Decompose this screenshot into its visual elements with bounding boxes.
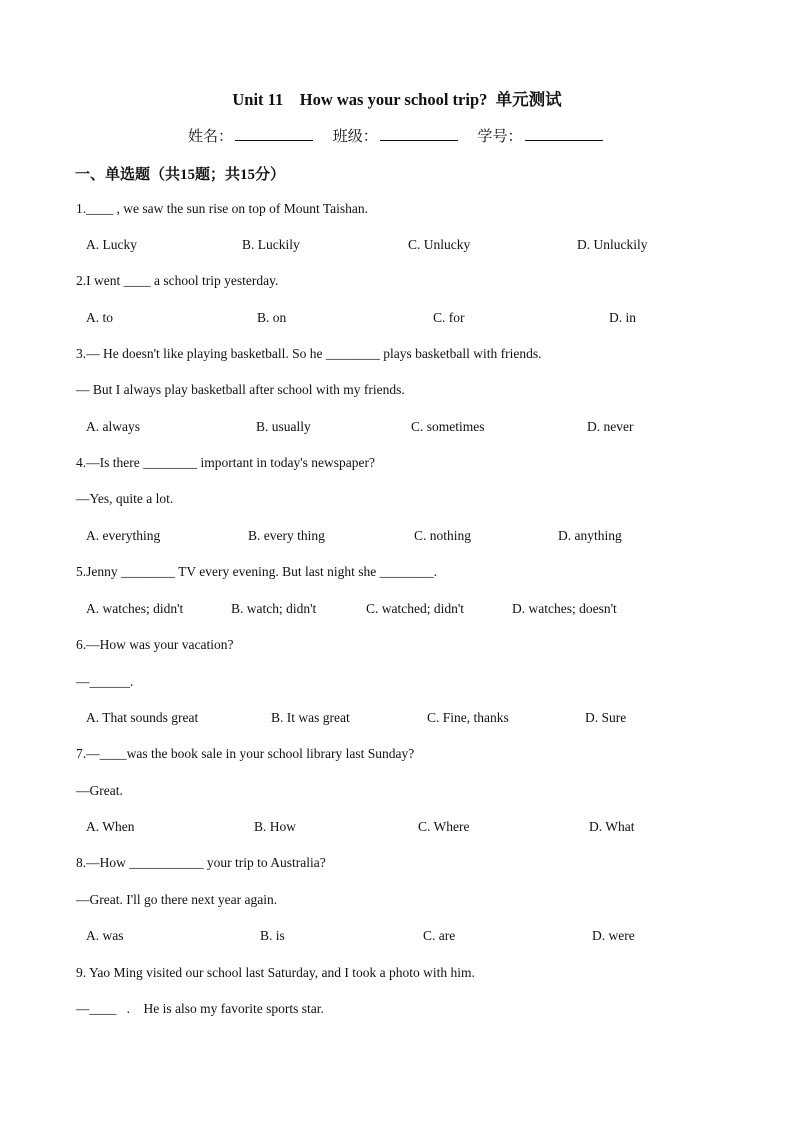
student-info-line	[188, 125, 607, 146]
question-2-options	[86, 310, 726, 330]
name-blank	[235, 139, 313, 141]
question-3-option-d: D. never	[587, 419, 634, 434]
question-7-reply: —Great.	[76, 783, 123, 798]
section-heading: 一、单选题（共15题；共15分）	[75, 167, 286, 183]
question-7-option-a: A. When	[86, 819, 135, 834]
question-1-option-a: A. Lucky	[86, 237, 137, 252]
question-2-option-a: A. to	[86, 310, 113, 325]
question-1-option-b: B. Luckily	[242, 237, 300, 252]
class-label: 班级：	[332, 129, 378, 145]
question-3-option-a: A. always	[86, 419, 140, 434]
question-6-option-c: C. Fine, thanks	[427, 710, 509, 725]
question-6-stem: 6.—How was your vacation?	[76, 637, 234, 652]
question-6-options	[86, 710, 726, 730]
question-8-reply: —Great. I'll go there next year again.	[76, 892, 278, 907]
question-7-option-c: C. Where	[418, 819, 470, 834]
question-5-options	[86, 601, 726, 621]
question-2-stem: 2.I went ____ a school trip yesterday.	[76, 273, 279, 288]
question-9-reply: —____ . He is also my favorite sports star.	[76, 1001, 324, 1016]
question-4-reply: —Yes, quite a lot.	[76, 491, 174, 506]
question-7-option-d: D. What	[589, 819, 635, 834]
question-8-stem: 8.—How ___________ your trip to Australia?	[76, 855, 326, 870]
question-5-option-c: C. watched; didn't	[366, 601, 465, 616]
question-8-options	[86, 928, 726, 948]
question-8-option-b: B. is	[260, 928, 285, 943]
question-7-options	[86, 819, 726, 839]
number-label: 学号：	[477, 129, 523, 145]
question-3-option-b: B. usually	[256, 419, 311, 434]
question-4-option-d: D. anything	[558, 528, 622, 543]
question-5-stem: 5.Jenny ________ TV every evening. But last night she ________.	[76, 564, 437, 579]
question-6-option-b: B. It was great	[271, 710, 350, 725]
question-1-options	[86, 237, 726, 257]
question-2-option-c: C. for	[433, 310, 465, 325]
question-5-option-b: B. watch; didn't	[231, 601, 317, 616]
question-8-option-c: C. are	[423, 928, 456, 943]
question-9-stem: 9. Yao Ming visited our school last Saturday, and I took a photo with him.	[76, 965, 475, 980]
question-2-option-b: B. on	[257, 310, 287, 325]
question-4-option-a: A. everything	[86, 528, 161, 543]
question-7-option-b: B. How	[254, 819, 297, 834]
question-1-stem: 1.____ , we saw the sun rise on top of Mount Taishan.	[76, 201, 369, 216]
question-4-option-c: C. nothing	[414, 528, 472, 543]
question-3-reply: — But I always play basketball after school with my friends.	[76, 382, 405, 397]
page-title	[0, 86, 794, 110]
question-1-option-c: C. Unlucky	[408, 237, 471, 252]
question-6-option-d: D. Sure	[585, 710, 627, 725]
question-3-options	[86, 419, 726, 439]
question-6-reply: —______.	[76, 674, 134, 689]
name-label: 姓名：	[188, 129, 234, 145]
question-4-option-b: B. every thing	[248, 528, 325, 543]
question-1-option-d: D. Unluckily	[577, 237, 648, 252]
question-6-option-a: A. That sounds great	[86, 710, 199, 725]
question-3-stem: 3.— He doesn't like playing basketball. So he ________ plays basketball with friends.	[76, 346, 542, 361]
question-3-option-c: C. sometimes	[411, 419, 485, 434]
title-text: Unit 11 How was your school trip? 单元测试	[232, 90, 562, 109]
question-5-option-d: D. watches; doesn't	[512, 601, 617, 616]
question-8-option-a: A. was	[86, 928, 124, 943]
question-5-option-a: A. watches; didn't	[86, 601, 184, 616]
class-blank	[380, 139, 458, 141]
number-blank	[525, 139, 603, 141]
question-4-options	[86, 528, 726, 548]
question-8-option-d: D. were	[592, 928, 635, 943]
question-4-stem: 4.—Is there ________ important in today's newspaper?	[76, 455, 375, 470]
question-7-stem: 7.—____was the book sale in your school library last Sunday?	[76, 746, 415, 761]
question-2-option-d: D. in	[609, 310, 636, 325]
